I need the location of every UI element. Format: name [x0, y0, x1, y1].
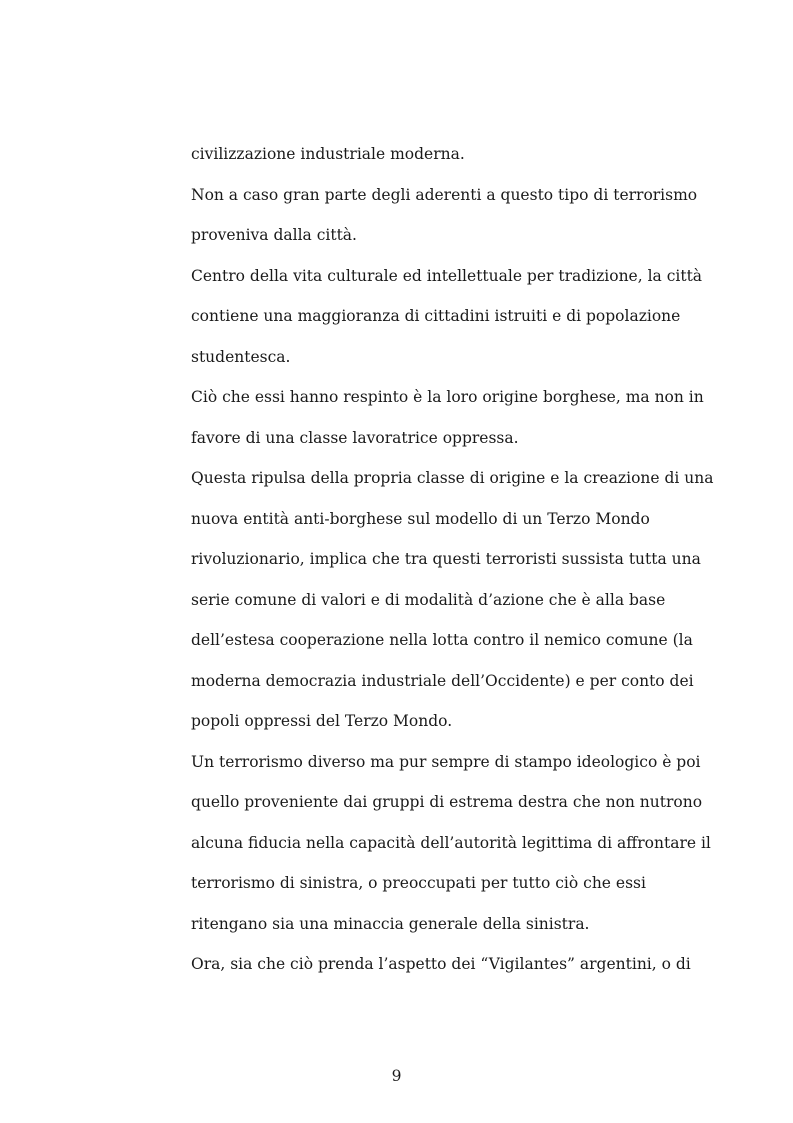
text-line: favore di una classe lavoratrice oppressa.: [191, 429, 519, 447]
text-line: studentesca.: [191, 348, 291, 366]
text-line: Centro della vita culturale ed intellettuale per tradizione, la città: [191, 267, 703, 285]
text-line: Non a caso gran parte degli aderenti a questo tipo di terrorismo: [191, 186, 698, 204]
text-line: rivoluzionario, implica che tra questi terroristi sussista tutta una: [191, 550, 701, 568]
text-line: popoli oppressi del Terzo Mondo.: [191, 712, 453, 730]
text-line: quello proveniente dai gruppi di estrema destra che non nutrono: [191, 793, 703, 811]
text-line: dell’estesa cooperazione nella lotta contro il nemico comune (la: [191, 631, 693, 649]
text-line: Ora, sia che ciò prenda l’aspetto dei “Vigilantes” argentini, o di: [191, 955, 691, 973]
text-line: ritengano sia una minaccia generale della sinistra.: [191, 915, 590, 933]
text-line: serie comune di valori e di modalità d’azione che è alla base: [191, 591, 666, 609]
text-line: Ciò che essi hanno respinto è la loro origine borghese, ma non in: [191, 388, 704, 406]
text-line: terrorismo di sinistra, o preoccupati per tutto ciò che essi: [191, 874, 646, 892]
text-line: proveniva dalla città.: [191, 226, 357, 244]
text-line: Un terrorismo diverso ma pur sempre di stampo ideologico è poi: [191, 753, 701, 771]
text-line: alcuna fiducia nella capacità dell’autorità legittima di affrontare il: [191, 834, 711, 852]
text-line: civilizzazione industriale moderna.: [191, 145, 465, 163]
text-line: Questa ripulsa della propria classe di origine e la creazione di una: [191, 469, 714, 487]
text-line: moderna democrazia industriale dell’Occidente) e per conto dei: [191, 672, 694, 690]
text-line: contiene una maggioranza di cittadini istruiti e di popolazione: [191, 307, 681, 325]
text-line: nuova entità anti-borghese sul modello di un Terzo Mondo: [191, 510, 650, 528]
page-number: 9: [391, 1067, 402, 1085]
